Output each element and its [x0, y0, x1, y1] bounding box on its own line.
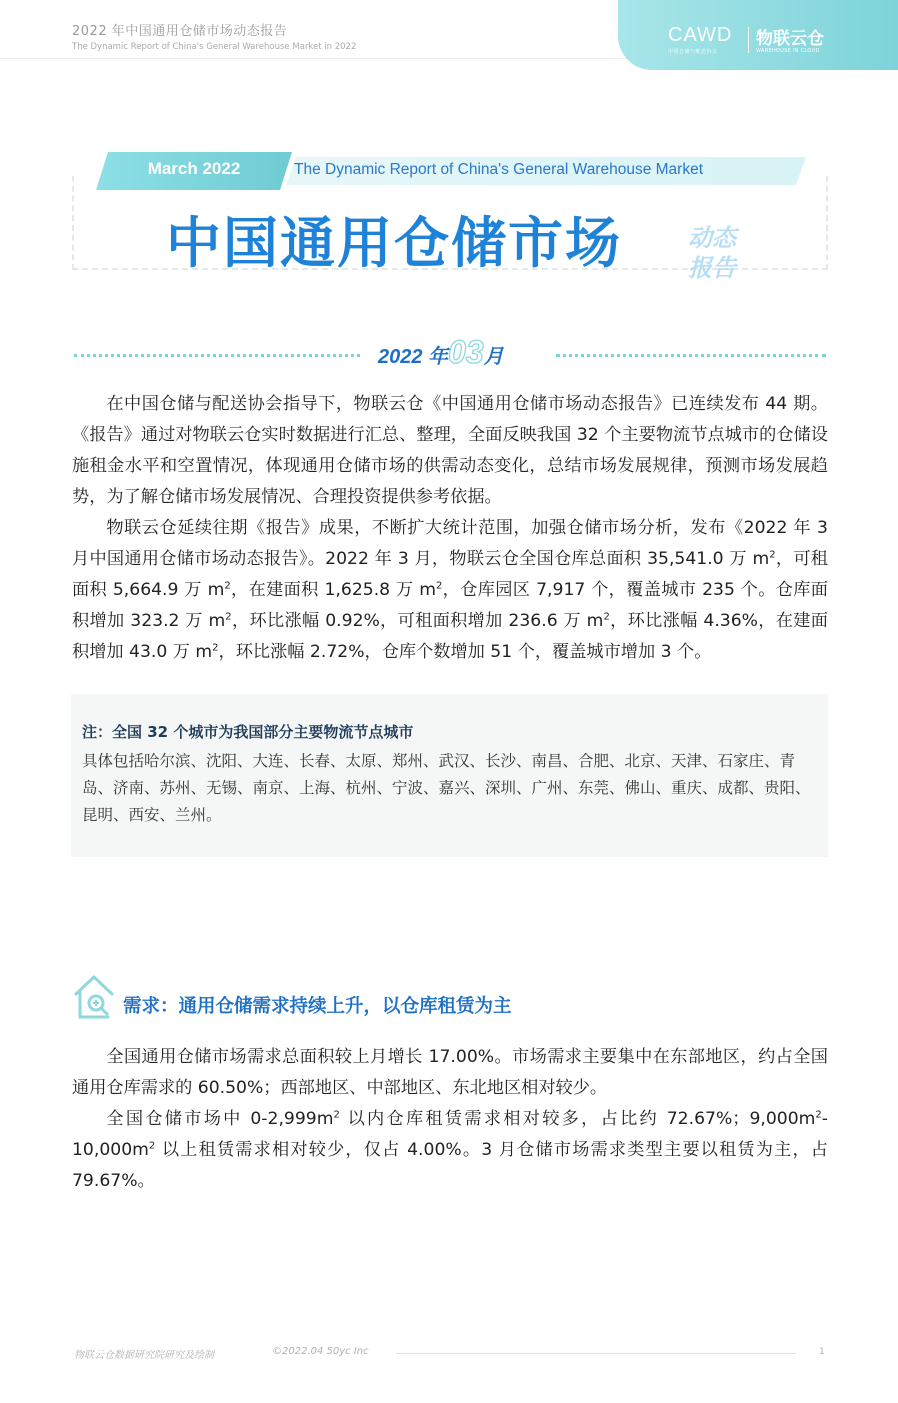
- section-paragraph-2: 全国仓储市场中 $0-2,999m^2$ 以内仓库租赁需求相对较多，占比约 72.67%；$9,000m^2-10,000m^2$ 以上租赁需求相对较少，仅占 4.00%。3 月仓储市场需求类型主要以租赁为主，占 79.67%。: [72, 1109, 828, 1191]
- header-title: 2022 年中国通用仓储市场动态报告: [72, 24, 288, 39]
- logo-divider: [748, 27, 749, 53]
- title-side-line2: 报告: [688, 254, 736, 282]
- report-date: [378, 334, 504, 371]
- warehouse-search-icon: [72, 972, 116, 1020]
- cawd-logo: CAWD: [668, 24, 733, 46]
- date-year: 2022 年: [378, 346, 449, 368]
- date-month: 03: [448, 334, 484, 370]
- date-unit: 月: [483, 346, 504, 368]
- dotted-divider-left: [74, 354, 360, 357]
- page-number: 1: [819, 1347, 825, 1357]
- intro-paragraph-2: 物联云仓延续往期《报告》成果，不断扩大统计范围，加强仓储市场分析，发布《2022 年 3 月中国通用仓储市场动态报告》。2022 年 3 月，物联云仓全国仓库总面积 35,541.0 万 $m^2$，可租面积 5,664.9 万 $m^2$，在建面积 1,625.8 万 $m^2$，仓库园区 7,917 个，覆盖城市 235 个。仓库面积增加 323.2 万 $m^2$，环比涨幅 0.92%，可租面积增加 236.6 万 $m^2$，环比涨幅 4.36%，在建面积增加 43.0 万 $m^2$，环比涨幅 2.72%，仓库个数增加 51 个，覆盖城市增加 3 个。: [72, 518, 828, 662]
- header-subtitle: The Dynamic Report of China's General Warehouse Market in 2022: [72, 42, 357, 52]
- note-body: 具体包括哈尔滨、沈阳、大连、长春、太原、郑州、武汉、长沙、南昌、合肥、北京、天津、石家庄、青岛、济南、苏州、无锡、南京、上海、杭州、宁波、嘉兴、深圳、广州、东莞、佛山、重庆、成都、贵阳、昆明、西安、兰州。: [82, 752, 811, 824]
- footer-divider: [396, 1353, 796, 1354]
- report-tag: The Dynamic Report of China's General Warehouse Market: [294, 161, 704, 178]
- brand-logo-subtitle: WAREHOUSE IN CLOUD: [756, 48, 820, 54]
- brand-logo: 物联云仓: [756, 29, 824, 49]
- cawd-logo-subtitle: 中国仓储与配送协会: [668, 49, 718, 55]
- intro-paragraph-1: 在中国仓储与配送协会指导下，物联云仓《中国通用仓储市场动态报告》已连续发布 44 期。《报告》通过对物联云仓实时数据进行汇总、整理，全面反映我国 32 个主要物流节点城市的仓储设施租金水平和空置情况，体现通用仓储市场的供需动态变化，总结市场发展规律，预测市场发展趋势，为了解仓储市场发展情况、合理投资提供参考依据。: [72, 394, 828, 507]
- section-paragraph-1: 全国通用仓储市场需求总面积较上月增长 17.00%。市场需求主要集中在东部地区，约占全国通用仓库需求的 60.50%；西部地区、中部地区、东北地区相对较少。: [72, 1047, 828, 1098]
- month-tag: March 2022: [147, 159, 241, 178]
- note-title: 注：全国 32 个城市为我国部分主要物流节点城市: [82, 723, 414, 741]
- title-side-line1: 动态: [688, 224, 736, 252]
- section-title: 需求：通用仓储需求持续上升，以仓库租赁为主: [123, 996, 512, 1017]
- footer-source: 物联云仓数据研究院研究及绘制: [74, 1350, 214, 1361]
- page-title: 中国通用仓储市场: [166, 211, 623, 275]
- header-divider: [0, 58, 640, 59]
- footer-copyright: ©2022.04 50yc Inc: [272, 1346, 369, 1357]
- dotted-divider-right: [556, 354, 826, 357]
